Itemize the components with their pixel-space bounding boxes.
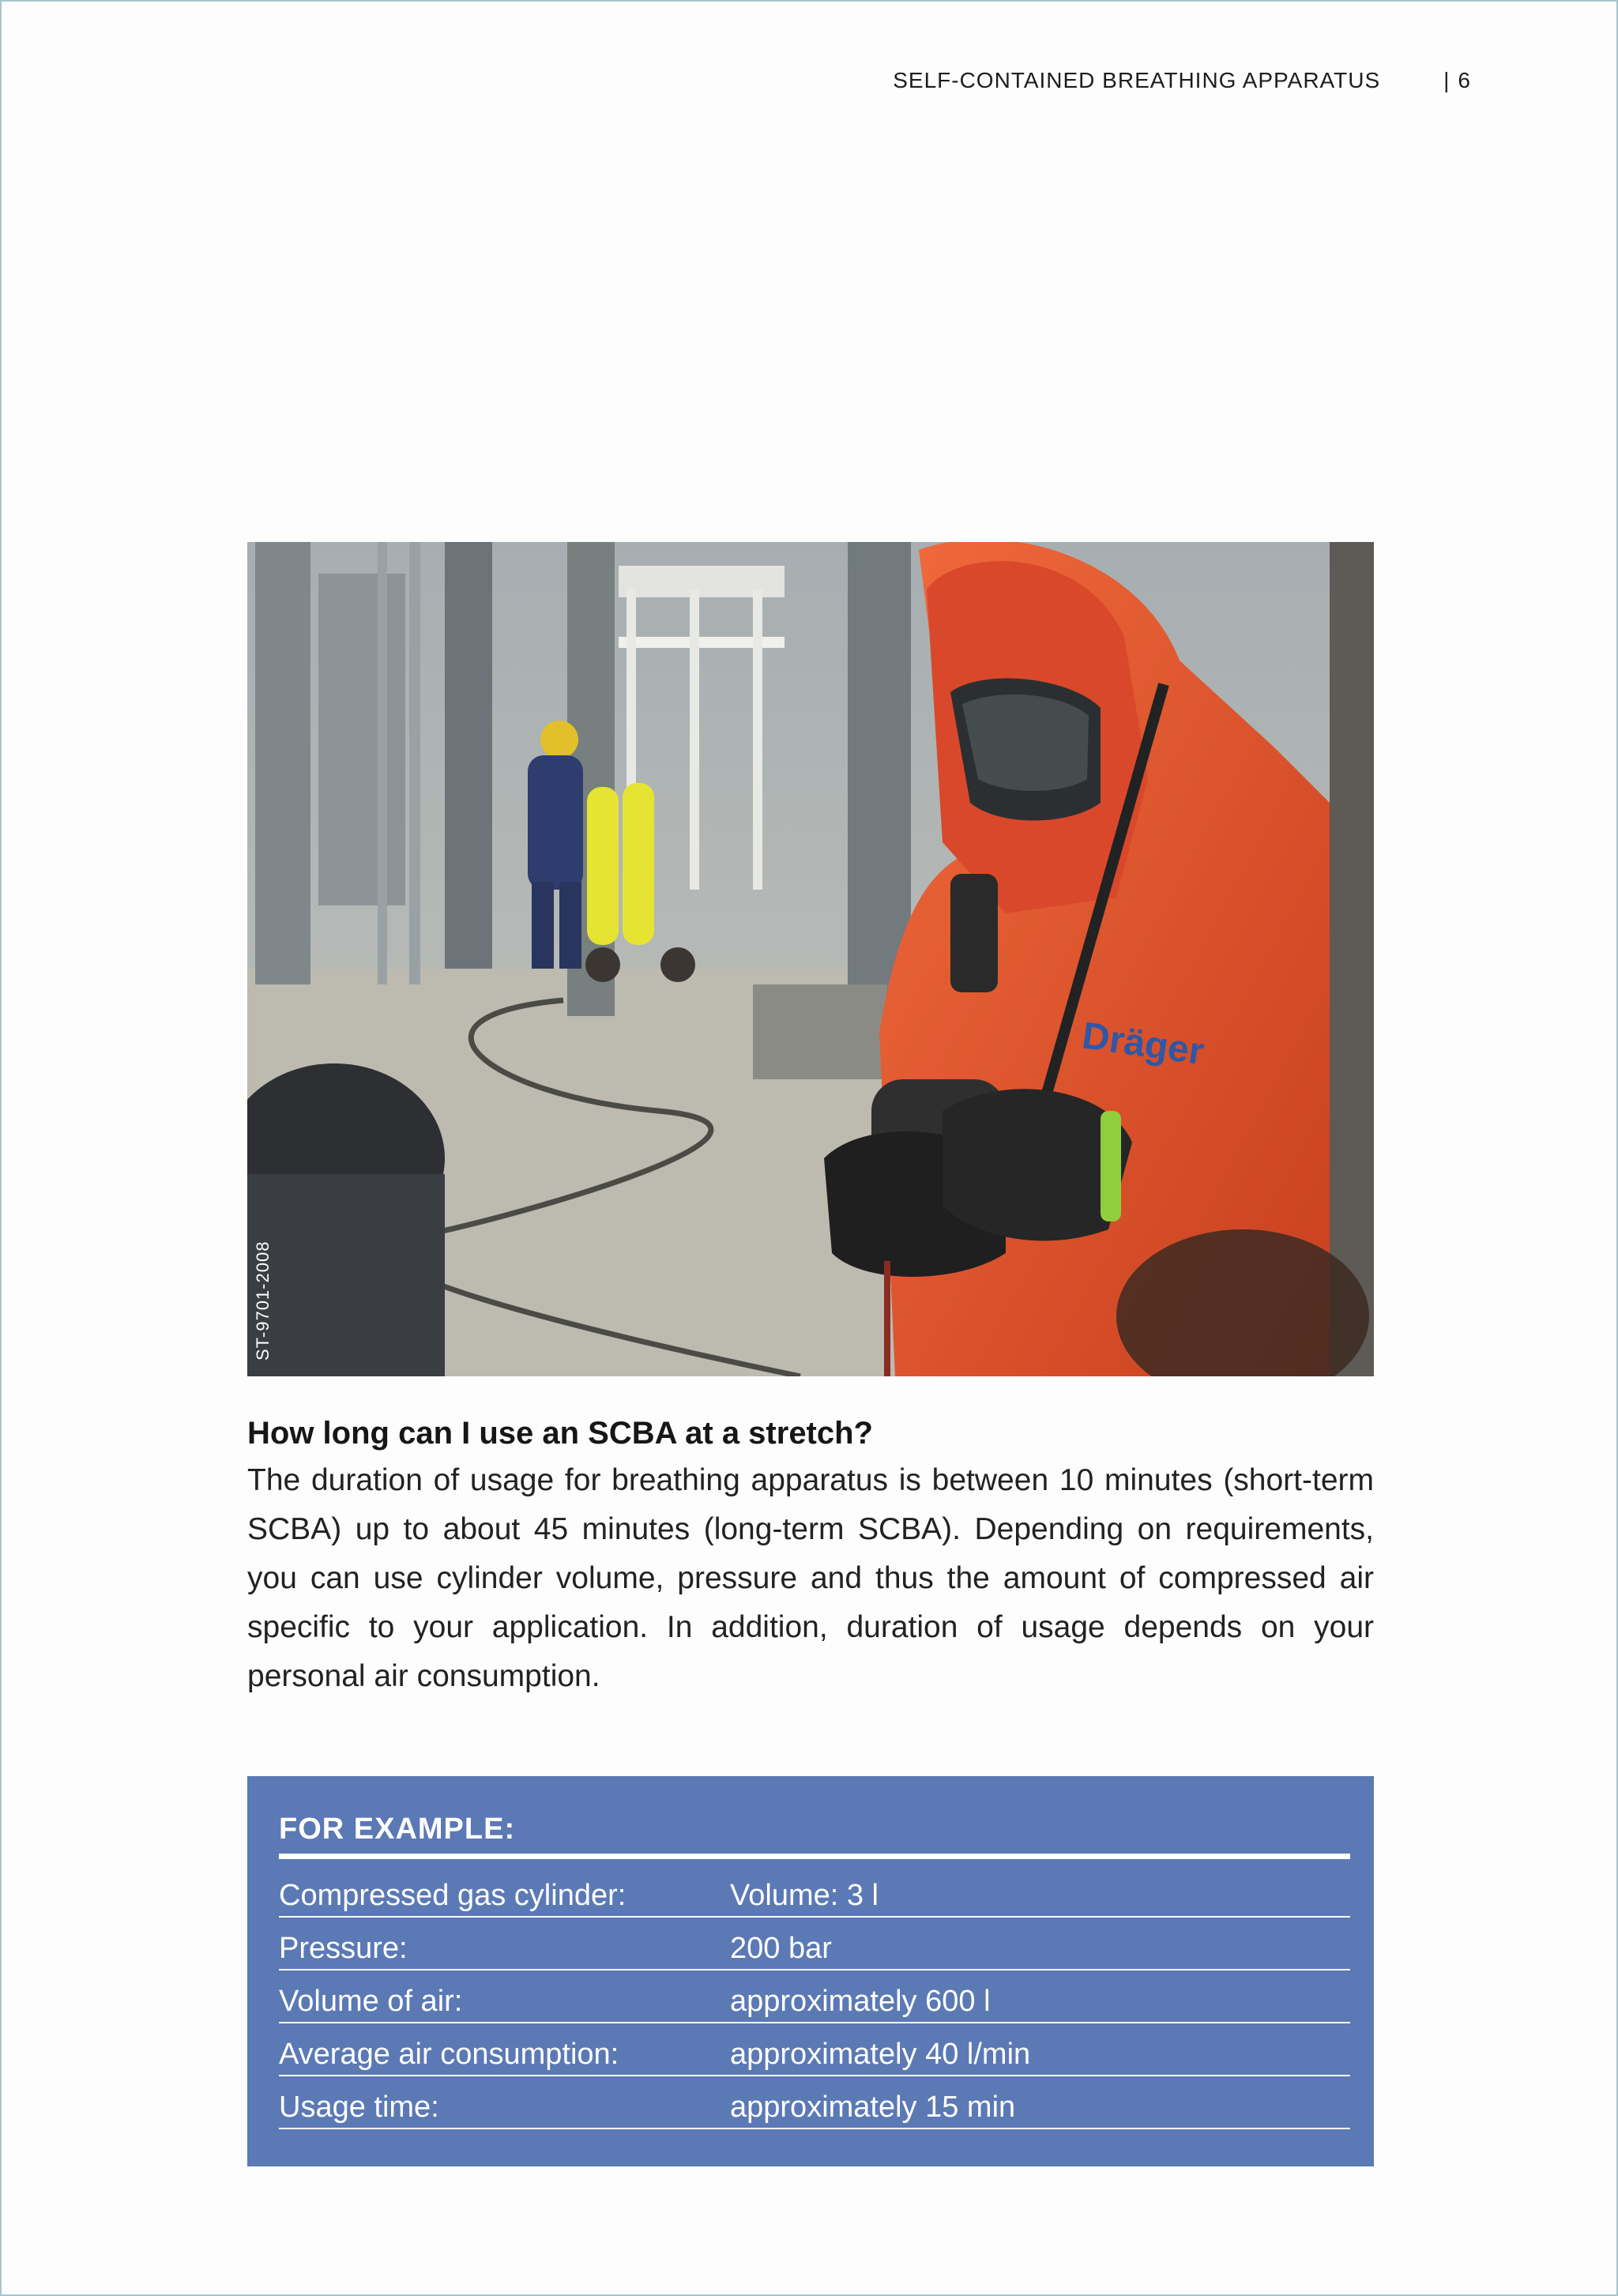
header-separator: | [1443, 68, 1451, 92]
row-label: Pressure: [279, 1917, 730, 1970]
row-value: Volume: 3 l [730, 1865, 1350, 1917]
section-title: SELF-CONTAINED BREATHING APPARATUS [893, 68, 1381, 92]
example-title-rule [279, 1854, 1350, 1859]
row-label: Usage time: [279, 2076, 730, 2129]
row-value: approximately 600 l [730, 1970, 1350, 2023]
photo-scba-worker [247, 542, 1374, 1376]
table-row [279, 1970, 1350, 2023]
body-paragraph: The duration of usage for breathing apparatus is between 10 minutes (short-term SCBA) up to about 45 minutes (long-term SCBA). Depending on requirements, you can use cylinder volume, pressure and thus the amount of compressed air specific to your application. In addition, duration of usage depends on your personal air consumption. [247, 1463, 1374, 1693]
row-value: 200 bar [730, 1917, 1350, 1970]
example-box [247, 1776, 1374, 2166]
row-label: Volume of air: [279, 1970, 730, 2023]
row-label: Average air consumption: [279, 2023, 730, 2076]
row-label: Compressed gas cylinder: [279, 1865, 730, 1917]
body-text-block [247, 1416, 1374, 1701]
running-header [871, 68, 1471, 93]
table-row [279, 1865, 1350, 1917]
page-number: 6 [1458, 68, 1471, 92]
table-row [279, 2023, 1350, 2076]
photo-credit: ST-9701-2008 [253, 1240, 273, 1361]
svg-text:Dräger: Dräger [1079, 1014, 1207, 1074]
section-heading: How long can I use an SCBA at a stretch? [247, 1416, 873, 1451]
table-row [279, 2076, 1350, 2129]
row-value: approximately 40 l/min [730, 2023, 1350, 2076]
example-table [279, 1865, 1350, 2129]
example-title: FOR EXAMPLE: [279, 1812, 516, 1846]
table-row [279, 1917, 1350, 1970]
row-value: approximately 15 min [730, 2076, 1350, 2129]
